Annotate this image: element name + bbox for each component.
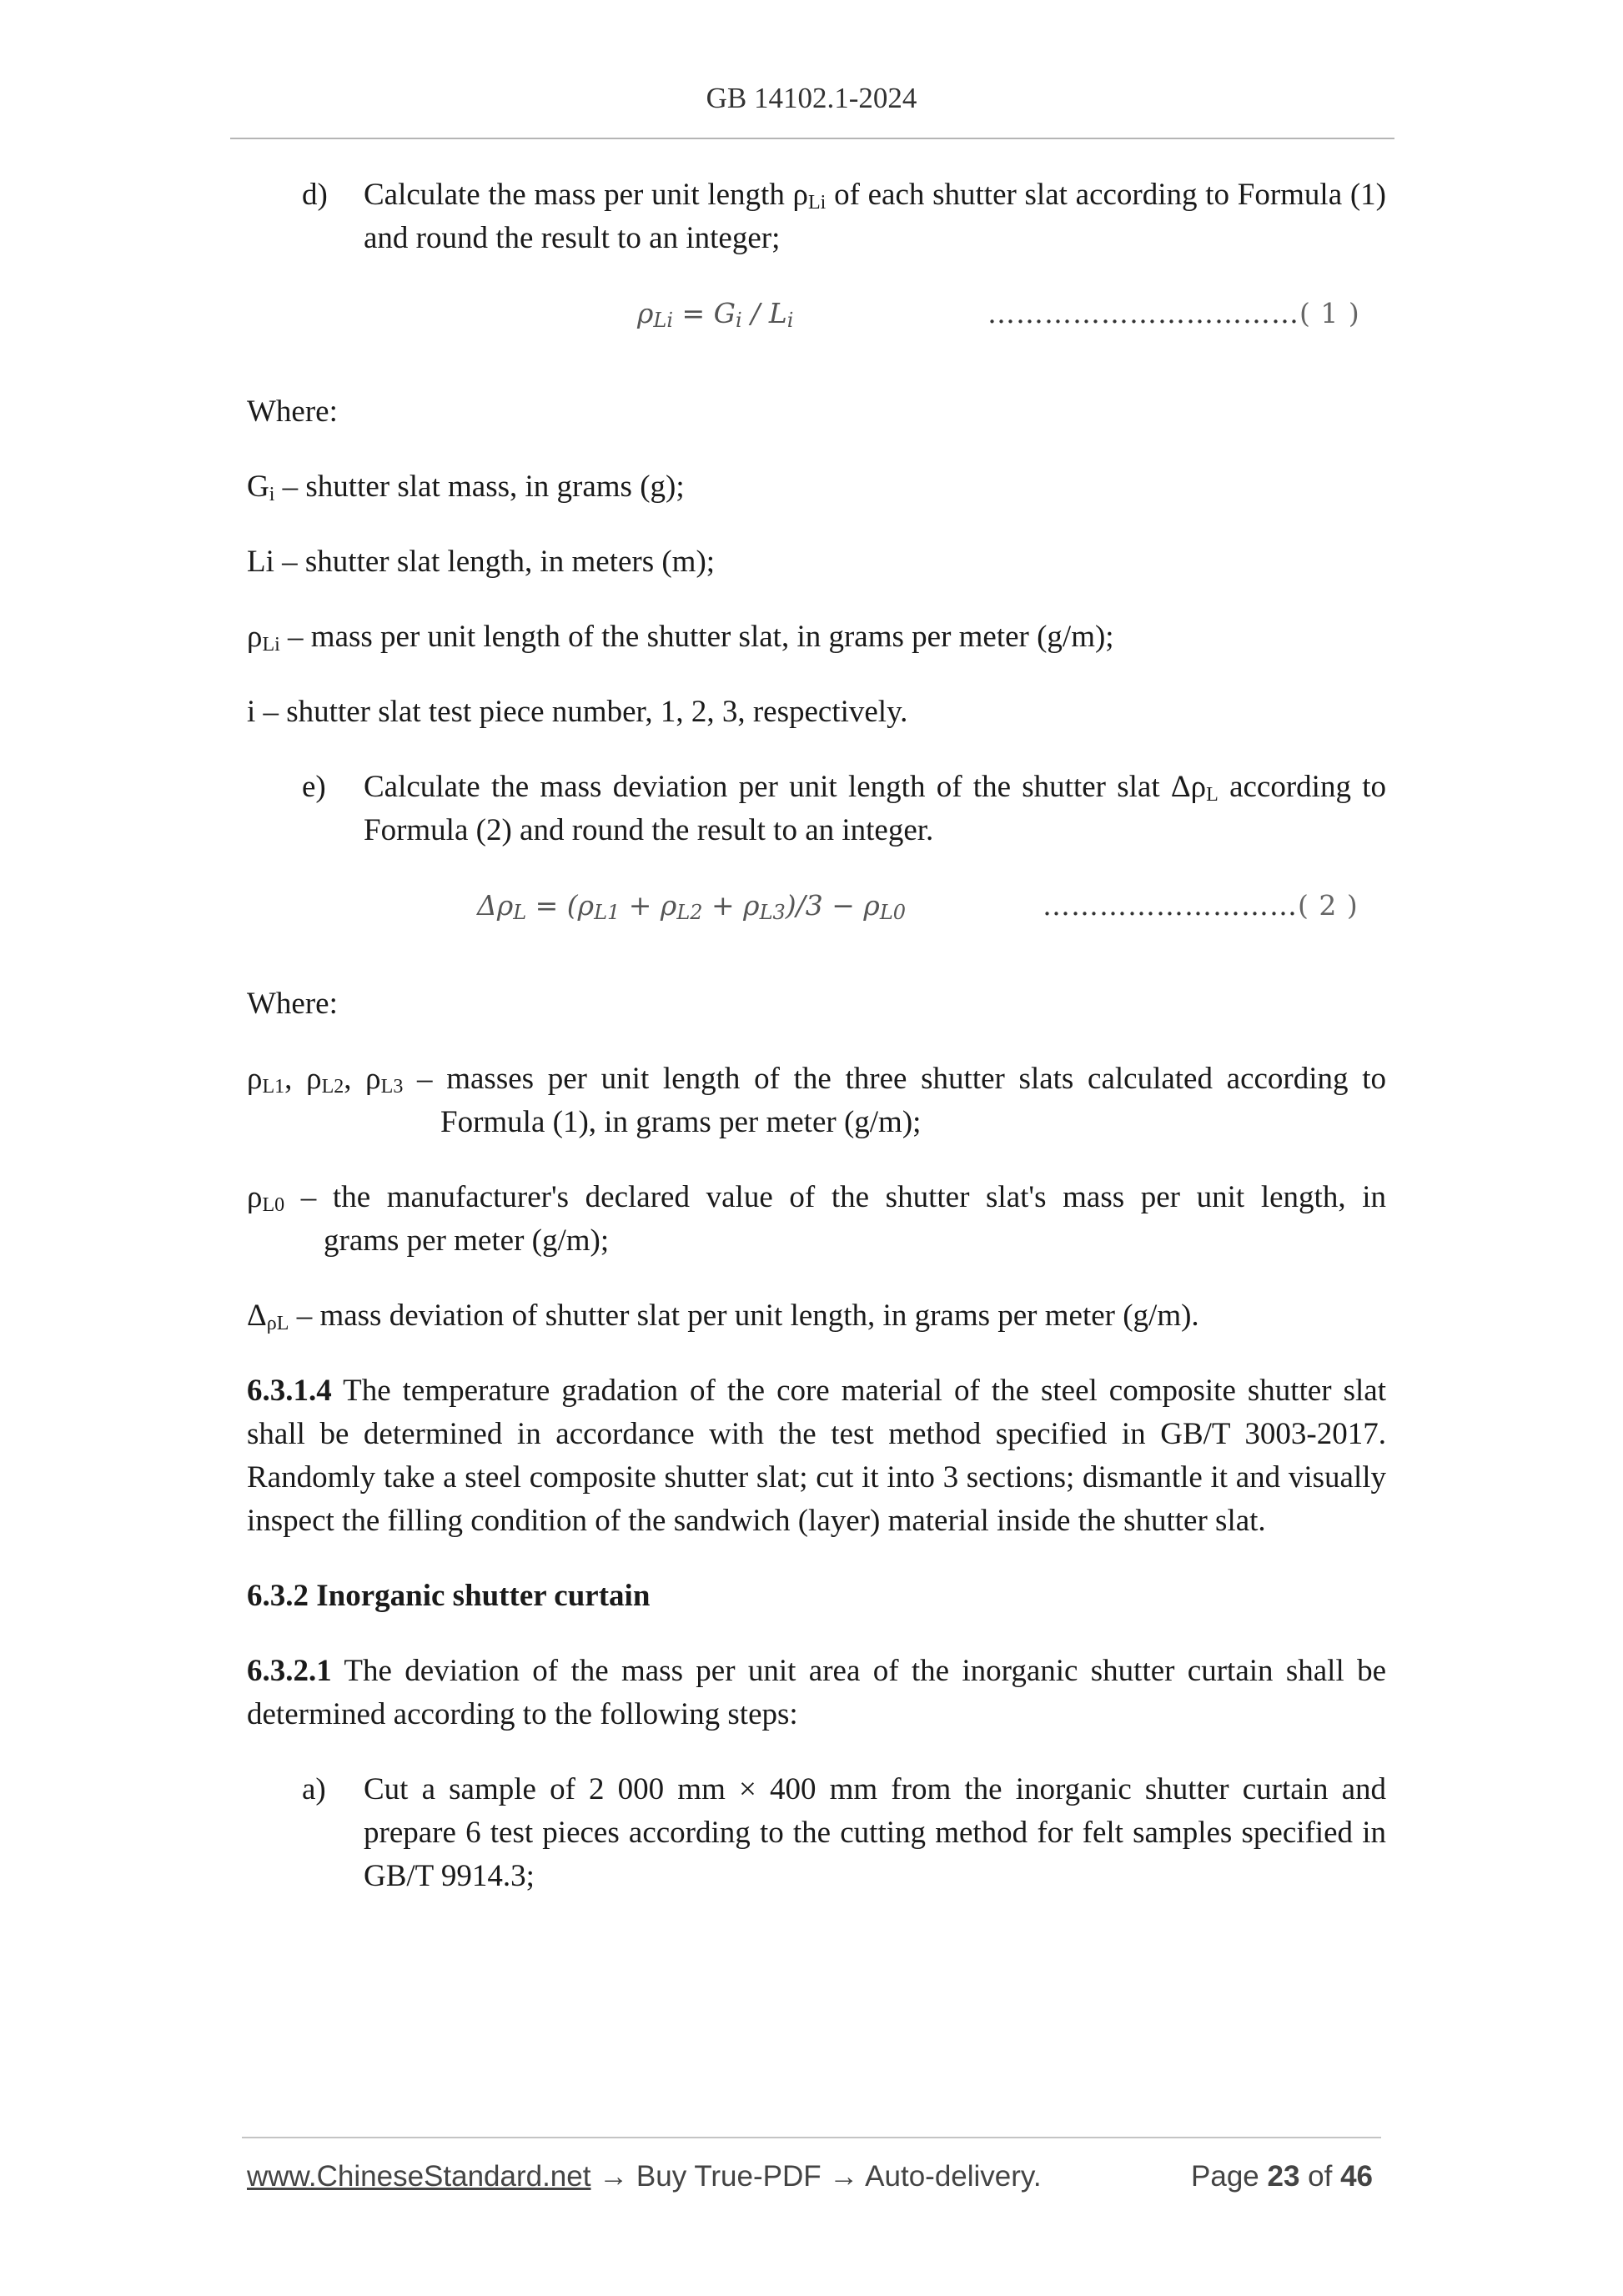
where-label-1: Where:: [247, 394, 338, 429]
item-e-text-b: according to Formula (2) and round the result to an integer.: [364, 770, 1386, 847]
definition-delta-rho: $\Delta_{\rho L}$ – mass deviation of shutter slat per unit length, in grams per meter (g/m).: [247, 1299, 1199, 1334]
page-indicator: Page 23 of 46: [1191, 2160, 1373, 2193]
item-a-text: Cut a sample of 2 000 mm × 400 mm from the inorganic shutter curtain and prepare 6 test pieces according to the cutting method for felt samples specified in GB/T 9914.3;: [364, 1772, 1386, 1893]
clause-6-3-2-1: 6.3.2.1 The deviation of the mass per unit area of the inorganic shutter curtain shall be determined according to the following steps:: [247, 1654, 1386, 1731]
document-header: GB 14102.1-2024: [706, 82, 917, 114]
item-e-sub: L: [1206, 784, 1219, 806]
definition-rho-l123: $\rho_{L1}$, $\rho_{L2}$, $\rho_{L3}$ – masses per unit length of the three shutter slats calculated according to Formula (1), in grams per meter (g/m);: [247, 1062, 1387, 1139]
where-label-2: Where:: [247, 987, 338, 1021]
footer-tagline: → Buy True-PDF → Auto-delivery.: [590, 2160, 1042, 2193]
clause-number: 6.3.2.1: [247, 1654, 332, 1688]
list-item-a: [247, 1768, 1386, 1898]
page-content: [247, 173, 1386, 1930]
formula-1-leader: ……………………………( 1 ): [987, 297, 1360, 329]
definition-i: i – shutter slat test piece number, 1, 2, 3, respectively.: [247, 695, 908, 729]
list-item-d: [247, 173, 1386, 260]
clause-6-3-1-4: 6.3.1.4 The temperature gradation of the core material of the steel composite shutter slat shall be determined in accordance with the test method specified in GB/T 3003-2017. Randomly take a steel composite shutter slat; cut it into 3 sections; dismantle it and visually inspect the filling condition of the sandwich (layer) material inside the shutter slat.: [247, 1374, 1386, 1538]
section-heading-6-3-2: 6.3.2 Inorganic shutter curtain: [247, 1579, 651, 1613]
formula-2-leader: ………………………( 2 ): [1043, 889, 1359, 922]
formula-1: [247, 292, 1386, 335]
definition-g: $G_i$ – shutter slat mass, in grams (g);: [247, 470, 685, 505]
item-d-text-b: of each shutter slat according to Formula (1) and round the result to an integer;: [364, 178, 1386, 255]
definition-rho-l0: $\rho_{L0}$ – the manufacturer's declared value of the shutter slat's mass per unit length, in grams per meter (g/m);: [247, 1180, 1386, 1258]
website-link[interactable]: www.ChineseStandard.net: [247, 2160, 591, 2193]
clause-number: 6.3.1.4: [247, 1374, 332, 1408]
formula-1-number: ( 1 ): [1299, 297, 1360, 329]
formula-2: [247, 884, 1386, 927]
item-d-text-a: Calculate the mass per unit length ρ: [364, 178, 809, 212]
definition-rho: $\rho_{Li}$ – mass per unit length of the shutter slat, in grams per meter (g/m);: [247, 620, 1114, 656]
footer-divider: [242, 2137, 1381, 2138]
footer-promo: [247, 2160, 1042, 2193]
item-d-sub: Li: [808, 192, 827, 214]
item-e-text-a: Calculate the mass deviation per unit length of the shutter slat Δρ: [364, 770, 1207, 804]
header-divider: [230, 138, 1394, 139]
list-marker-a: a): [302, 1772, 326, 1806]
list-marker-e: e): [302, 770, 326, 804]
total-pages: 46: [1340, 2160, 1373, 2193]
list-marker-d: d): [302, 178, 328, 212]
formula-2-number: ( 2 ): [1298, 889, 1359, 922]
definition-l: Li – shutter slat length, in meters (m);: [247, 545, 716, 579]
formula-2-expression: $\Delta\rho_L = (\rho_{L1} + \rho_{L2} + \rho_{L3})/3 - \rho_{L0}$: [477, 889, 907, 924]
current-page: 23: [1267, 2160, 1300, 2193]
list-item-e: [247, 766, 1386, 852]
formula-1-expression: $\rho_{Li} = G_i / L_i$: [637, 297, 794, 332]
